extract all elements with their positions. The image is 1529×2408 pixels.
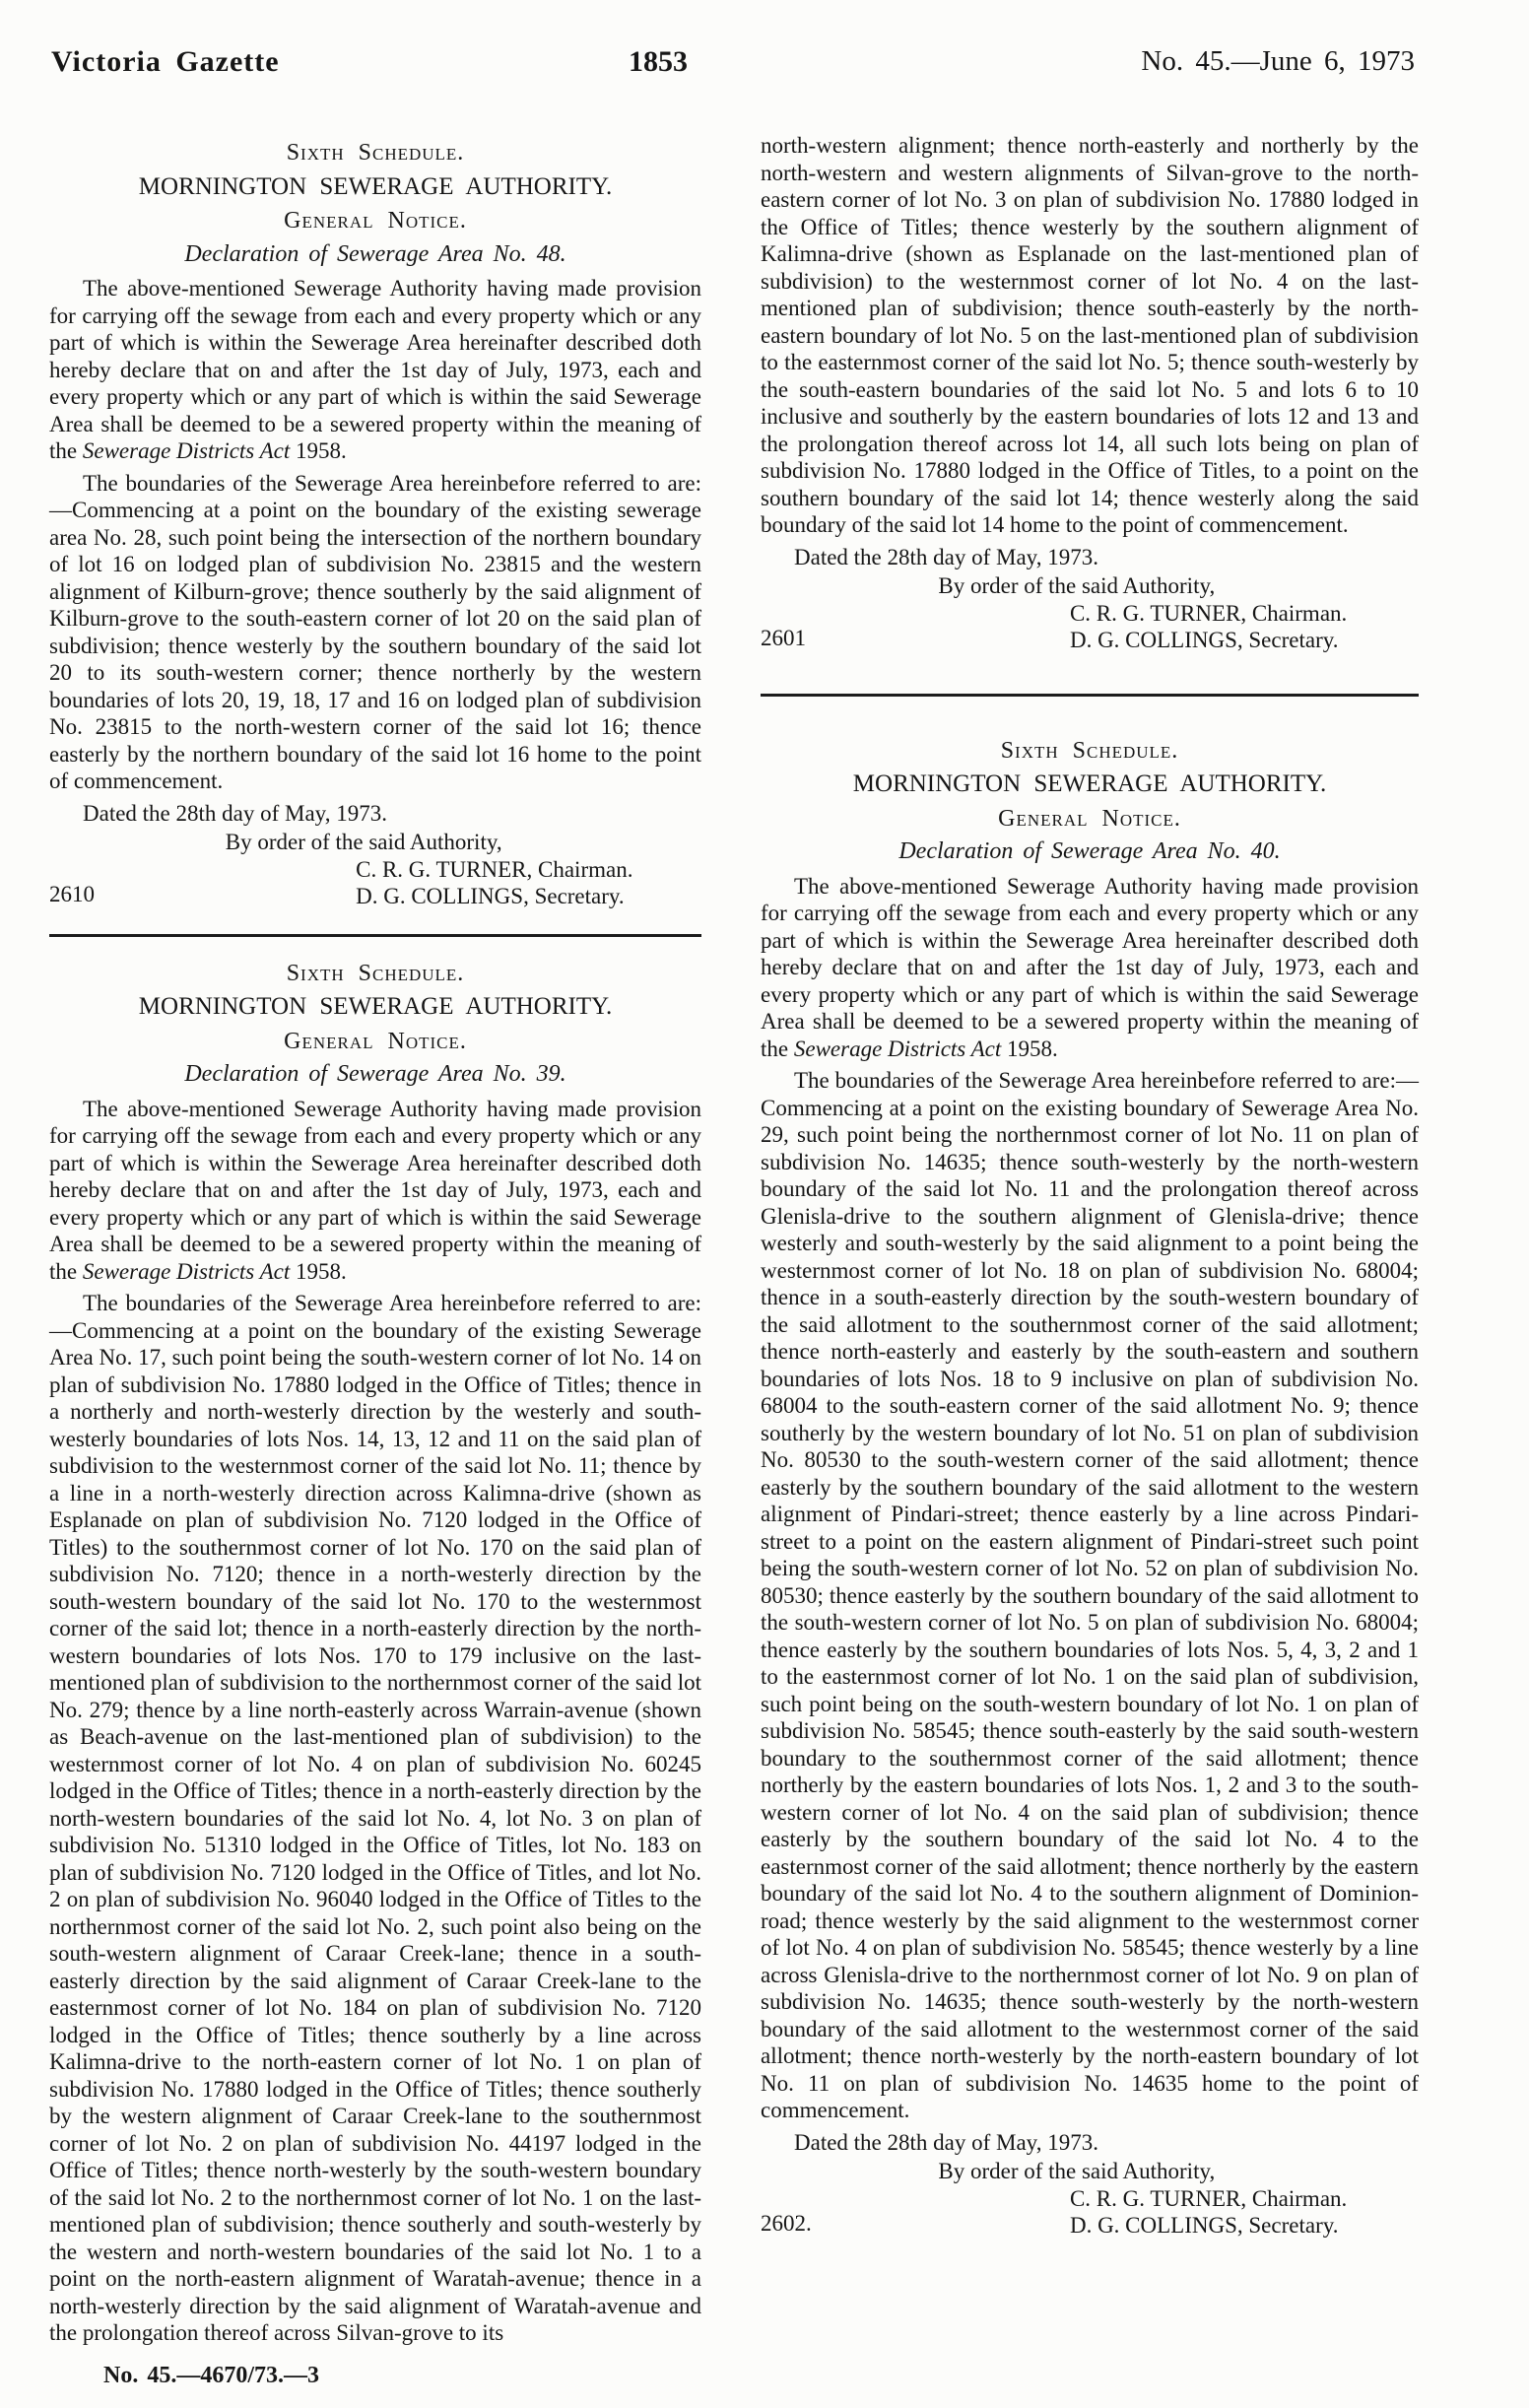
dated-line-39: Dated the 28th day of May, 1973. (794, 544, 1098, 569)
right-column (761, 132, 1419, 2243)
act-year: 1958. (1001, 1036, 1058, 1061)
chairman-line: C. R. G. TURNER, Chairman. (356, 856, 633, 882)
page-number: 1853 (629, 45, 688, 78)
declaration-text: The above-mentioned Sewerage Authority having made provision for carrying off the sewage from each and every property which or any part of which is within the Sewerage Area hereinafter described doth hereby declare that on and after the 1st day of July, 1973, each and every property which or any part of which is within the said Sewerage Area shall be deemed to be a sewered property within the meaning of the (761, 873, 1419, 1061)
boundaries-paragraph-39-part1: The boundaries of the Sewerage Area hereinbefore referred to are:—Commencing at a point on the boundary of the existing Sewerage Area No. 17, such point being the south-western corner of lot No. 14 on plan of subdivision No. 17880 lodged in the Office of Titles; thence in a northerly and north-westerly direction by the westerly and south-westerly boundaries of lots Nos. 14, 13, 12 and 11 on the said plan of subdivision to the westernmost corner of the said lot No. 11; thence by a line in a north-westerly direction across Kalimna-drive (shown as Esplanade on plan of subdivision No. 7120 lodged in the Office of Titles) to the southernmost corner of lot No. 170 on the said plan of subdivision No. 7120; thence in a north-westerly direction by the south-western boundary of the said lot No. 170 to the westernmost corner of the said lot; thence in a north-easterly direction by the north-western boundaries of lots Nos. 170 to 179 inclusive on the last-mentioned plan of subdivision to the northernmost corner of the said lot No. 279; thence by a line north-easterly across Warrain-avenue (shown as Beach-avenue on the last-mentioned plan of subdivision) to the westernmost corner of lot No. 4 on plan of subdivision No. 60245 lodged in the Office of Titles; thence in a north-easterly direction by the north-western boundaries of the said lot No. 4, lot No. 3 on plan of subdivision No. 51310 lodged in the Office of Titles, lot No. 183 on plan of subdivision No. 7120 lodged in the Office of Titles, and lot No. 2 on plan of subdivision No. 96040 lodged in the Office of Titles to the northernmost corner of the said lot No. 2, such point also being on the south-western alignment of Caraar Creek-lane; thence in a south-easterly direction by the said alignment of Caraar Creek-lane to the easternmost corner of lot No. 184 on plan of subdivision No. 7120 lodged in the Office of Titles; thence southerly by a line across Kalimna-drive to the north-eastern corner of lot No. 1 on plan of subdivision No. 17880 lodged in the Office of Titles; thence southerly by the western alignment of Caraar Creek-lane to the southernmost corner of lot No. 2 on plan of subdivision No. 44197 lodged in the Office of Titles; thence north-westerly by the south-western boundary of the said lot No. 2 to the northernmost corner of lot No. 1 on the last-mentioned plan of subdivision; thence southerly and south-westerly by the western and north-western boundaries of the said lot No. 1 to a point on the north-eastern alignment of Waratah-avenue; thence in a north-westerly direction by the said alignment of Waratah-avenue and the prolongation thereof across Silvan-grove to its (49, 1291, 701, 2345)
boundaries-paragraph-48: The boundaries of the Sewerage Area hereinbefore referred to are:—Commencing at a point on the boundary of the existing sewerage area No. 28, such point being the intersection of the northern boundary of lot 16 on lodged plan of subdivision No. 23815 and the western alignment of Kilburn-grove; thence southerly by the said alignment of Kilburn-grove to the south-eastern corner of lot 20 on the said plan of subdivision; thence westerly by the southern boundary of the said lot 20 to its south-western corner; thence northerly by the western boundaries of lots 20, 19, 18, 17 and 16 on lodged plan of subdivision No. 23815 to the north-western corner of the said lot 16; thence easterly by the northern boundary of the said lot 16 home to the point of commencement. (49, 470, 701, 793)
dated-line-40: Dated the 28th day of May, 1973. (794, 2129, 1098, 2155)
declaration-title-48: Declaration of Sewerage Area No. 48. (184, 240, 566, 267)
authority-heading: MORNINGTON SEWERAGE AUTHORITY. (138, 993, 613, 1020)
notice-ref-number-40: 2602. (761, 2211, 812, 2236)
schedule-heading: Sixth Schedule. (286, 960, 465, 986)
left-column (49, 140, 701, 2389)
authority-heading: MORNINGTON SEWERAGE AUTHORITY. (138, 172, 613, 200)
chairman-line: C. R. G. TURNER, Chairman. (1069, 2185, 1348, 2211)
journal-title: Victoria Gazette (51, 45, 280, 78)
notice-area-40 (761, 738, 1419, 2240)
signature-block-39 (761, 600, 1419, 654)
secretary-line: D. G. COLLINGS, Secretary. (1069, 2213, 1339, 2238)
declaration-text: The above-mentioned Sewerage Authority having made provision for carrying off the sewage from each and every property which or any part of which is within the Sewerage Area hereinafter described doth hereby declare that on and after the 1st day of July, 1973, each and every property which or any part of which is within the said Sewerage Area shall be deemed to be a sewered property within the meaning of the (49, 1096, 701, 1284)
act-title: Sewerage Districts Act (82, 438, 291, 463)
declaration-paragraph-40 (761, 873, 1419, 1063)
notice-area-39 (49, 961, 701, 2347)
act-title: Sewerage Districts Act (82, 1258, 291, 1284)
dated-line-48: Dated the 28th day of May, 1973. (83, 800, 387, 826)
signatories-40 (1070, 2185, 1419, 2240)
declaration-paragraph-48 (49, 275, 701, 465)
section-divider (761, 694, 1419, 697)
signature-block-48 (49, 856, 701, 910)
imprint-footnote: No. 45.—4670/73.—3 (103, 2362, 319, 2388)
notice-type-heading: General Notice. (998, 805, 1181, 832)
declaration-paragraph-39 (49, 1096, 701, 1286)
schedule-heading: Sixth Schedule. (286, 140, 465, 166)
by-order-line-40: By order of the said Authority, (938, 2159, 1216, 2183)
boundaries-paragraph-39-part2: north-western alignment; thence north-easterly and northerly by the north-western and western alignments of Silvan-grove to the north-eastern corner of lot No. 3 on plan of subdivision No. 17880 lodged in the Office of Titles; thence westerly by the southern alignment of Kalimna-drive (shown as Esplanade on the last-mentioned plan of subdivision) to the westernmost corner of lot No. 4 on the last-mentioned plan of subdivision; thence south-easterly by the north-eastern boundary of lot No. 5 on the last-mentioned plan of subdivision to the easternmost corner of the said lot No. 5; thence south-westerly by the south-eastern boundaries of the said lot No. 5 and lots 6 to 10 inclusive and southerly by the eastern boundaries of lots 12 and 13 and the prolongation thereof across lot 14, all such lots being on plan of subdivision No. 17880 lodged in the Office of Titles, to a point on the southern boundary of the said lot 14; thence westerly along the said boundary of the said lot 14 home to the point of commencement. (761, 133, 1419, 537)
signature-block-40 (761, 2185, 1419, 2240)
act-title: Sewerage Districts Act (793, 1036, 1002, 1061)
issue-date: No. 45.—June 6, 1973 (1141, 45, 1415, 77)
chairman-line: C. R. G. TURNER, Chairman. (1069, 600, 1348, 626)
schedule-heading: Sixth Schedule. (1000, 737, 1179, 764)
by-order-line-48: By order of the said Authority, (225, 830, 502, 854)
declaration-title-39: Declaration of Sewerage Area No. 39. (184, 1061, 566, 1087)
notice-type-heading: General Notice. (284, 1028, 467, 1054)
by-order-line-39: By order of the said Authority, (938, 573, 1216, 598)
act-year: 1958. (290, 438, 347, 463)
notice-area-39-continued (761, 132, 1419, 654)
notice-ref-number-39: 2601 (761, 626, 806, 650)
declaration-text: The above-mentioned Sewerage Authority having made provision for carrying off the sewage from each and every property which or any part of which is within the Sewerage Area hereinafter described doth hereby declare that on and after the 1st day of July, 1973, each and every property which or any part of which is within the said Sewerage Area shall be deemed to be a sewered property within the meaning of the (49, 276, 701, 463)
notice-area-48 (49, 140, 701, 910)
authority-heading: MORNINGTON SEWERAGE AUTHORITY. (852, 770, 1327, 797)
section-divider (49, 934, 701, 937)
declaration-title-40: Declaration of Sewerage Area No. 40. (898, 838, 1281, 864)
signatories-48 (356, 856, 701, 910)
boundaries-paragraph-40: The boundaries of the Sewerage Area hereinbefore referred to are:—Commencing at a point on the existing boundary of Sewerage Area No. 29, such point being the northernmost corner of lot No. 11 on plan of subdivision No. 14635; thence south-westerly by the north-western boundary of the said lot No. 11 and the prolongation thereof across Glenisla-drive to the southern alignment of Glenisla-drive; thence westerly and south-westerly by the said alignment to a point being the westernmost corner of lot No. 18 on plan of subdivision No. 68004; thence in a south-easterly direction by the south-western boundary of the said allotment to the southernmost corner of the said allotment; thence north-easterly and easterly by the south-eastern and southern boundaries of lots Nos. 18 to 9 inclusive on plan of subdivision No. 68004 to the south-eastern corner of the said allotment No. 9; thence southerly by the western boundary of lot No. 51 on plan of subdivision No. 80530 to the south-western corner of the said allotment; thence easterly by the southern boundary of the said allotment to the western alignment of Pindari-street; thence easterly by a line across Pindari-street to a point on the eastern alignment of Pindari-street such point being the south-western corner of lot No. 52 on plan of subdivision No. 80530; thence easterly by the southern boundary of the said allotment to the south-western corner of lot No. 5 on plan of subdivision No. 68004; thence easterly by the southern boundaries of lots Nos. 5, 4, 3, 2 and 1 to the easternmost corner of lot No. 1 on the said plan of subdivision, such point being on the south-western boundary of lot No. 1 on plan of subdivision No. 58545; thence south-easterly by the said south-western boundary to the southernmost corner of the said allotment; thence northerly by the eastern boundaries of lots Nos. 1, 2 and 3 to the south-western corner of lot No. 4 on the said plan of subdivision; thence easterly by the southern boundary of the said lot No. 4 to the easternmost corner of the said allotment; thence northerly by the eastern boundary of the said lot No. 4 to the southern alignment of Dominion-road; thence westerly by the said alignment to the westernmost corner of lot No. 4 on plan of subdivision No. 58545; thence westerly by a line across Glenisla-drive to the northernmost corner of lot No. 9 on plan of subdivision No. 14635; thence south-westerly by the north-western boundary of the said allotment to the westernmost corner of the said allotment; thence north-westerly by the north-eastern boundary of lot No. 11 on plan of subdivision No. 14635 home to the point of commencement. (761, 1068, 1419, 2122)
act-year: 1958. (290, 1258, 347, 1284)
notice-type-heading: General Notice. (284, 208, 467, 234)
notice-ref-number-48: 2610 (49, 882, 95, 906)
signatories-39 (1070, 600, 1419, 654)
secretary-line: D. G. COLLINGS, Secretary. (356, 884, 625, 908)
secretary-line: D. G. COLLINGS, Secretary. (1069, 628, 1339, 652)
